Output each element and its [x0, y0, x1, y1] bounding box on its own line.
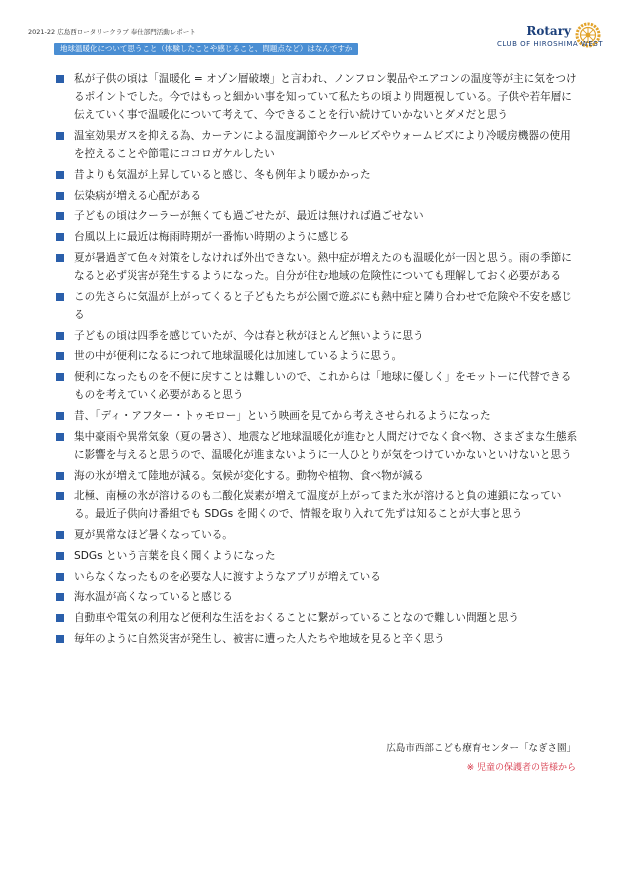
- square-bullet-icon: [56, 531, 64, 539]
- list-item: [56, 467, 578, 485]
- square-bullet-icon: [56, 212, 64, 220]
- list-item: [56, 407, 578, 425]
- list-item: [56, 127, 578, 163]
- rotary-logo: [473, 22, 603, 56]
- logo-wordmark: Rotary: [526, 24, 571, 38]
- list-item: [56, 327, 578, 345]
- footer-organization: 広島市西部こども療育センター「なぎさ園」: [386, 743, 576, 754]
- list-item-text: 集中豪雨や異常気象（夏の暑さ）、地震など地球温暖化が進むと人間だけでなく食べ物、さまざまな生態系に影響を与えると思うので、温暖化が進まないように一人ひとりが気をつけていかないといけないと思う: [74, 430, 578, 461]
- list-item: [56, 228, 578, 246]
- square-bullet-icon: [56, 552, 64, 560]
- list-item: [56, 588, 578, 606]
- list-item-text: 夏が異常なほど暑くなっている。: [74, 529, 233, 542]
- list-item: [56, 526, 578, 544]
- list-item: [56, 347, 578, 365]
- list-item-text: 子どもの頃は四季を感じていたが、今は春と秋がほとんど無いように思う: [74, 329, 424, 342]
- list-item-text: 自動車や電気の利用など便利な生活をおくることに繋がっていることなので難しい問題と思う: [74, 611, 519, 624]
- list-item: [56, 249, 578, 285]
- section-title: 地球温暖化について思うこと（体験したことや感じること、問題点など）はなんですか: [54, 43, 358, 55]
- opinion-list: [56, 70, 578, 650]
- list-item-text: いらなくなったものを必要な人に渡すようなアプリが増えている: [74, 570, 381, 583]
- list-item: [56, 207, 578, 225]
- square-bullet-icon: [56, 472, 64, 480]
- square-bullet-icon: [56, 75, 64, 83]
- list-item-text: 北極、南極の氷が溶けるのも二酸化炭素が増えて温度が上がってまた氷が溶けると負の連鎖になっている。最近子供向け番組でも SDGs を聞くので、情報を取り入れて先ずは知ることが大事と思う: [74, 490, 562, 521]
- square-bullet-icon: [56, 373, 64, 381]
- square-bullet-icon: [56, 192, 64, 200]
- list-item: [56, 568, 578, 586]
- list-item-text: 毎年のように自然災害が発生し、被害に遭った人たちや地域を見ると辛く思う: [74, 632, 445, 645]
- square-bullet-icon: [56, 635, 64, 643]
- list-item-text: 夏が暑過ぎて色々対策をしなければ外出できない。熱中症が増えたのも温暖化が一因と思う。雨の季節になると必ず災害が発生するようになった。自分が住む地域の危険性についても理解しておく必要がある: [74, 251, 572, 283]
- square-bullet-icon: [56, 233, 64, 241]
- list-item-text: 温室効果ガスを抑える為、カーテンによる温度調節やクールビズやウォームビズにより冷暖房機器の使用を控えることや節電にココロガケルしたい: [74, 130, 571, 161]
- square-bullet-icon: [56, 492, 64, 500]
- list-item-text: 私が子供の頃は「温暖化 = オゾン層破壊」と言われ、ノンフロン製品やエアコンの温度等が主に気をつけるポイントでした。今ではもっと細かい事を知っていて私たちの頃より問題視している。子供や若年層に伝えていく事で温暖化について考えて、今できることを行い続けていかないとダメだと思う: [74, 73, 577, 122]
- list-item: [56, 70, 578, 125]
- list-item-text: この先さらに気温が上がってくると子どもたちが公園で遊ぶにも熱中症と隣り合わせで危険や不安を感じる: [74, 290, 572, 321]
- square-bullet-icon: [56, 254, 64, 262]
- square-bullet-icon: [56, 573, 64, 581]
- list-item: [56, 187, 578, 205]
- square-bullet-icon: [56, 132, 64, 140]
- square-bullet-icon: [56, 171, 64, 179]
- list-item: [56, 630, 578, 648]
- footer-note: ※ 児童の保護者の皆様から: [466, 763, 576, 773]
- square-bullet-icon: [56, 293, 64, 301]
- list-item-text: 海の氷が増えて陸地が減る。気候が変化する。動物や植物、食べ物が減る: [74, 469, 424, 482]
- list-item-text: 世の中が便利になるにつれて地球温暖化は加速しているように思う。: [74, 350, 403, 363]
- list-item-text: 海水温が高くなっていると感じる: [74, 591, 233, 604]
- list-item: [56, 288, 578, 324]
- list-item-text: 便利になったものを不便に戻すことは難しいので、これからは「地球に優しく」をモットーに代替できるものを考えていく必要があると思う: [74, 371, 572, 402]
- list-item-text: 子どもの頃はクーラーが無くても過ごせたが、最近は無ければ過ごせない: [74, 210, 424, 223]
- list-item: [56, 609, 578, 627]
- square-bullet-icon: [56, 352, 64, 360]
- logo-club-name: CLUB OF HIROSHIMA WEST: [497, 40, 603, 48]
- list-item-text: SDGs という言葉を良く聞くようになった: [74, 549, 276, 562]
- list-item-text: 台風以上に最近は梅雨時期が一番怖い時期のように感じる: [74, 231, 350, 244]
- list-item: [56, 368, 578, 404]
- square-bullet-icon: [56, 332, 64, 340]
- list-item: [56, 487, 578, 523]
- square-bullet-icon: [56, 412, 64, 420]
- list-item-text: 昔よりも気温が上昇していると感じ、冬も例年より暖かかった: [74, 169, 371, 182]
- list-item-text: 伝染病が増える心配がある: [74, 189, 202, 202]
- square-bullet-icon: [56, 433, 64, 441]
- list-item: [56, 166, 578, 184]
- square-bullet-icon: [56, 614, 64, 622]
- list-item: [56, 428, 578, 464]
- report-header-title: 2021-22 広島西ロータリークラブ 奉仕部門活動レポート: [28, 28, 196, 36]
- list-item: [56, 547, 578, 565]
- square-bullet-icon: [56, 593, 64, 601]
- list-item-text: 昔、「ディ・アフター・トゥモロー」という映画を見てから考えさせられるようになった: [74, 409, 491, 422]
